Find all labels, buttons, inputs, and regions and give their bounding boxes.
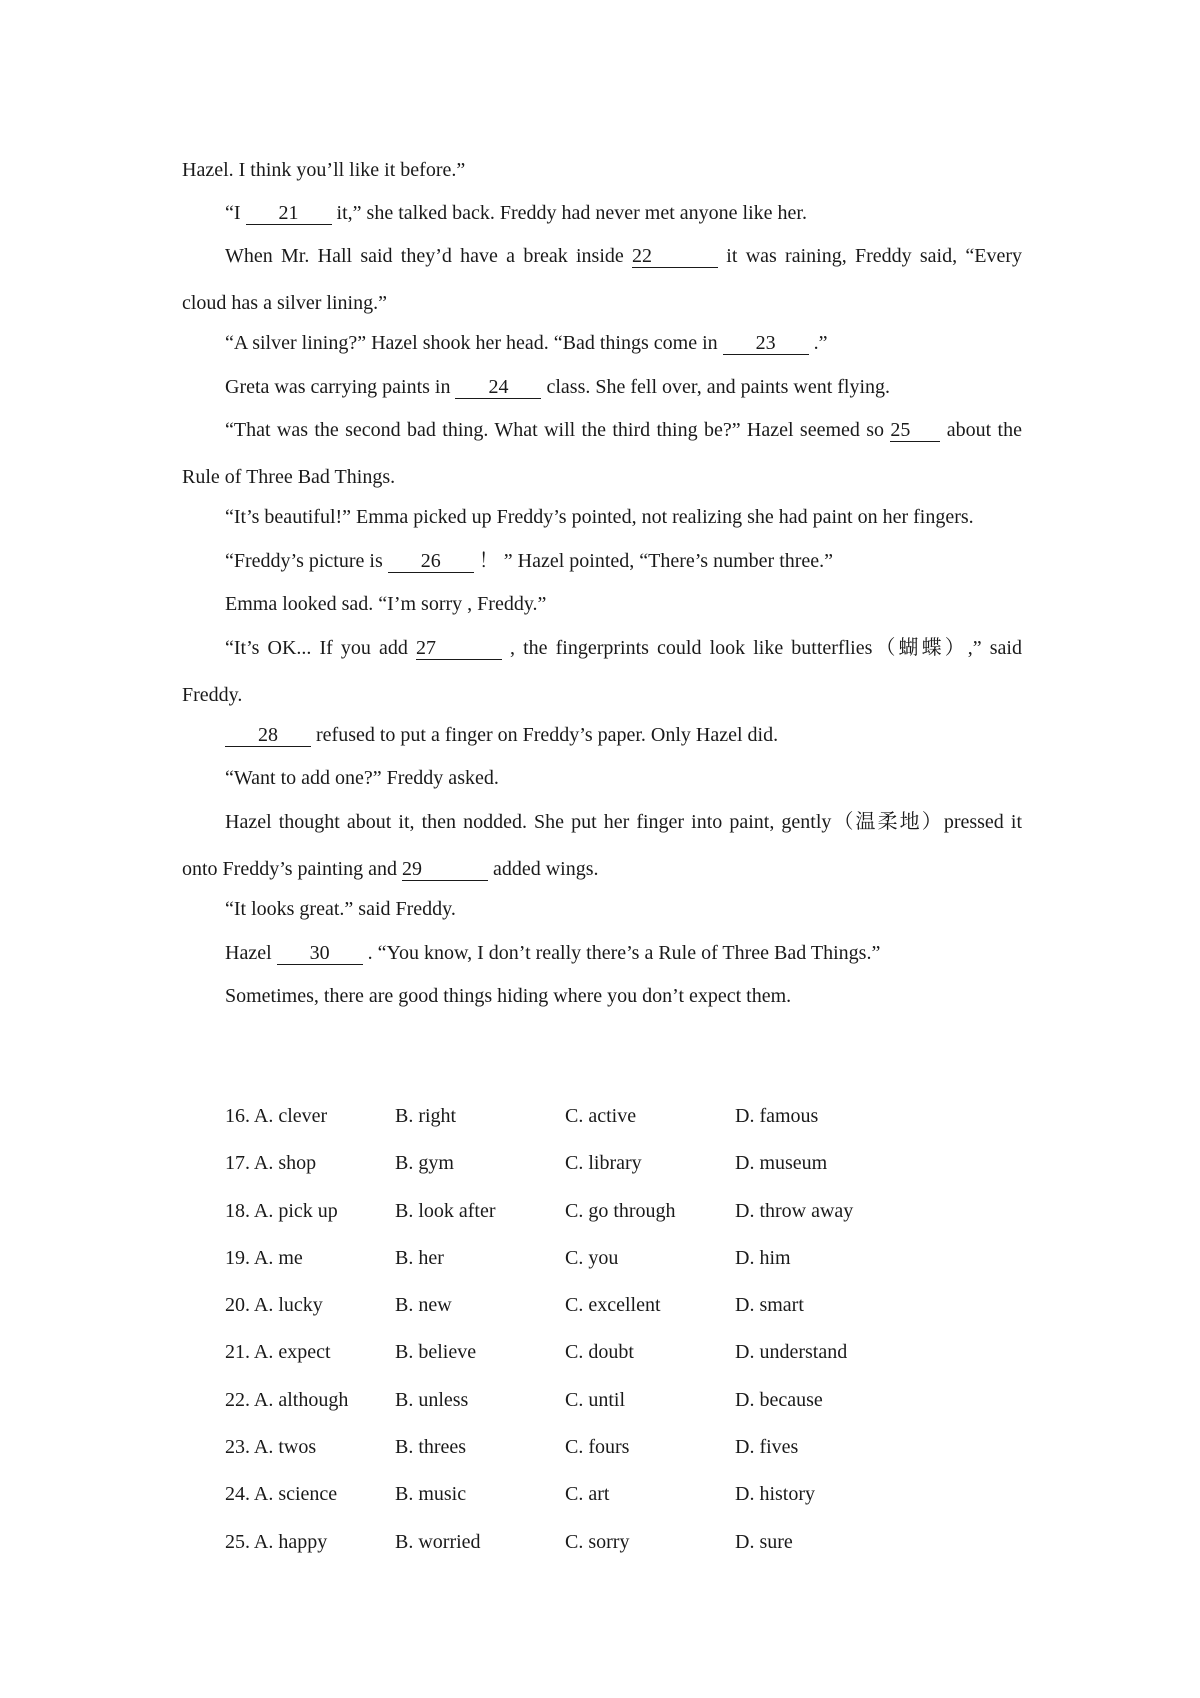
option-c[interactable]: C. doubt	[565, 1341, 634, 1364]
option-c[interactable]: C. active	[565, 1105, 637, 1127]
option-a[interactable]: 24. A. science	[225, 1483, 338, 1506]
blank-28[interactable]: 28	[225, 724, 311, 747]
options-row-24	[225, 1471, 985, 1518]
option-a[interactable]: 18. A. pick up	[225, 1199, 338, 1222]
options-row-25	[225, 1519, 985, 1566]
option-a[interactable]: 16. A. clever	[225, 1105, 328, 1127]
blank-29[interactable]: 29	[402, 858, 488, 881]
option-d[interactable]: D. smart	[735, 1294, 804, 1317]
option-d[interactable]: D. fives	[735, 1436, 799, 1459]
blank-24[interactable]: 24	[455, 376, 541, 399]
option-c[interactable]: C. art	[565, 1483, 610, 1506]
option-b[interactable]: B. music	[395, 1483, 467, 1506]
option-a[interactable]: 19. A. me	[225, 1246, 303, 1269]
option-c[interactable]: C. you	[565, 1246, 619, 1269]
blank-26[interactable]: 26	[388, 550, 474, 573]
blank-23[interactable]: 23	[723, 332, 809, 355]
paragraph-text: Sometimes, there are good things hiding where you don’t expect them.	[225, 985, 792, 1007]
option-c[interactable]: C. go through	[565, 1199, 676, 1222]
paragraph-text: Hazel thought about it, then nodded. She put her finger into paint, gently（温柔地）pressed it onto Freddy’s painting and	[182, 811, 1022, 881]
passage-paragraph	[182, 233, 1022, 328]
option-d[interactable]: D. understand	[735, 1341, 848, 1364]
paragraph-text: , the fingerprints could look like butterflies（蝴蝶）,” said Freddy.	[182, 637, 1022, 707]
passage-paragraph	[182, 625, 1022, 720]
option-c[interactable]: C. sorry	[565, 1530, 630, 1553]
paragraph-text: .”	[808, 332, 828, 354]
paragraph-text: Emma looked sad. “I’m sorry , Freddy.”	[225, 593, 547, 615]
blank-30[interactable]: 30	[277, 942, 363, 965]
blank-25[interactable]: 25	[890, 419, 940, 442]
paragraph-text: “That was the second bad thing. What will the third thing be?” Hazel seemed so	[225, 419, 891, 441]
blank-22[interactable]: 22	[632, 245, 718, 268]
passage-paragraph	[182, 538, 1022, 585]
paragraph-text: it,” she talked back. Freddy had never met anyone like her.	[331, 202, 807, 224]
paragraph-text: Greta was carrying paints in	[225, 376, 456, 398]
paragraph-text: “Freddy’s picture is	[225, 550, 388, 572]
passage-paragraph	[182, 581, 1022, 628]
passage-paragraph	[182, 973, 1022, 1020]
option-a[interactable]: 22. A. although	[225, 1388, 349, 1411]
options-row-22	[225, 1377, 985, 1424]
paragraph-text: “It’s OK... If you add	[225, 637, 416, 659]
option-b[interactable]: B. believe	[395, 1341, 477, 1364]
paragraph-text: “I	[225, 202, 246, 224]
paragraph-text: “It looks great.” said Freddy.	[225, 898, 456, 920]
paragraph-text: “Want to add one?” Freddy asked.	[225, 767, 499, 789]
paragraph-text: it was raining, Freddy said, “Every cloud has a silver lining.”	[182, 245, 1023, 315]
passage-paragraph	[182, 190, 1022, 237]
paragraph-text: “It’s beautiful!” Emma picked up Freddy’s pointed, not realizing she had paint on her fingers.	[225, 506, 974, 528]
passage-paragraph	[182, 407, 1022, 502]
passage-paragraph	[182, 930, 1022, 977]
options-row-18	[225, 1188, 985, 1235]
paragraph-text: about the Rule of Three Bad Things.	[182, 419, 1022, 489]
paragraph-text: Hazel	[225, 942, 277, 964]
option-c[interactable]: C. fours	[565, 1436, 630, 1459]
option-b[interactable]: B. new	[395, 1294, 452, 1317]
paragraph-text: When Mr. Hall said they’d have a break inside	[225, 245, 633, 267]
option-d[interactable]: D. history	[735, 1483, 815, 1506]
option-d[interactable]: D. sure	[735, 1530, 793, 1553]
paragraph-text: “A silver lining?” Hazel shook her head. “Bad things come in	[225, 332, 723, 354]
passage-paragraph	[182, 364, 1022, 411]
paragraph-text: ！ ” Hazel pointed, “There’s number three.”	[473, 550, 834, 572]
option-c[interactable]: C. library	[565, 1152, 642, 1175]
option-b[interactable]: B. unless	[395, 1388, 469, 1411]
options-row-23	[225, 1424, 985, 1471]
option-b[interactable]: B. threes	[395, 1436, 467, 1459]
passage-paragraph	[182, 886, 1022, 933]
paragraph-text: Hazel. I think you’ll like it before.”	[182, 159, 466, 181]
blank-27[interactable]: 27	[416, 637, 502, 660]
option-a[interactable]: 25. A. happy	[225, 1530, 328, 1553]
options-row-16	[225, 1093, 985, 1140]
option-b[interactable]: B. right	[395, 1105, 457, 1127]
blank-21[interactable]: 21	[246, 202, 332, 225]
option-b[interactable]: B. her	[395, 1246, 444, 1269]
passage-paragraph	[182, 712, 1022, 759]
option-c[interactable]: C. until	[565, 1388, 626, 1411]
passage-paragraph	[182, 799, 1022, 894]
option-b[interactable]: B. gym	[395, 1152, 454, 1175]
option-d[interactable]: D. famous	[735, 1105, 819, 1127]
options-row-19	[225, 1235, 985, 1282]
paragraph-text: class. She fell over, and paints went flying.	[541, 376, 891, 398]
options-row-20	[225, 1282, 985, 1329]
options-row-17	[225, 1140, 985, 1187]
option-a[interactable]: 21. A. expect	[225, 1341, 331, 1364]
passage-paragraph	[182, 494, 1022, 541]
option-c[interactable]: C. excellent	[565, 1294, 661, 1317]
passage-paragraph	[182, 755, 1022, 802]
option-b[interactable]: B. look after	[395, 1199, 496, 1222]
paragraph-text: . “You know, I don’t really there’s a Rule of Three Bad Things.”	[362, 942, 881, 964]
option-d[interactable]: D. him	[735, 1246, 791, 1269]
option-d[interactable]: D. museum	[735, 1152, 828, 1175]
option-a[interactable]: 23. A. twos	[225, 1436, 317, 1459]
paragraph-text: added wings.	[487, 858, 599, 881]
answer-options	[225, 1093, 985, 1566]
passage-paragraph	[182, 320, 1022, 367]
option-a[interactable]: 17. A. shop	[225, 1152, 317, 1175]
option-d[interactable]: D. throw away	[735, 1199, 854, 1222]
option-b[interactable]: B. worried	[395, 1530, 481, 1553]
option-a[interactable]: 20. A. lucky	[225, 1294, 323, 1317]
passage-paragraph	[182, 147, 1022, 194]
paragraph-text: refused to put a finger on Freddy’s paper. Only Hazel did.	[311, 724, 779, 746]
option-d[interactable]: D. because	[735, 1388, 823, 1411]
options-row-21	[225, 1329, 985, 1376]
